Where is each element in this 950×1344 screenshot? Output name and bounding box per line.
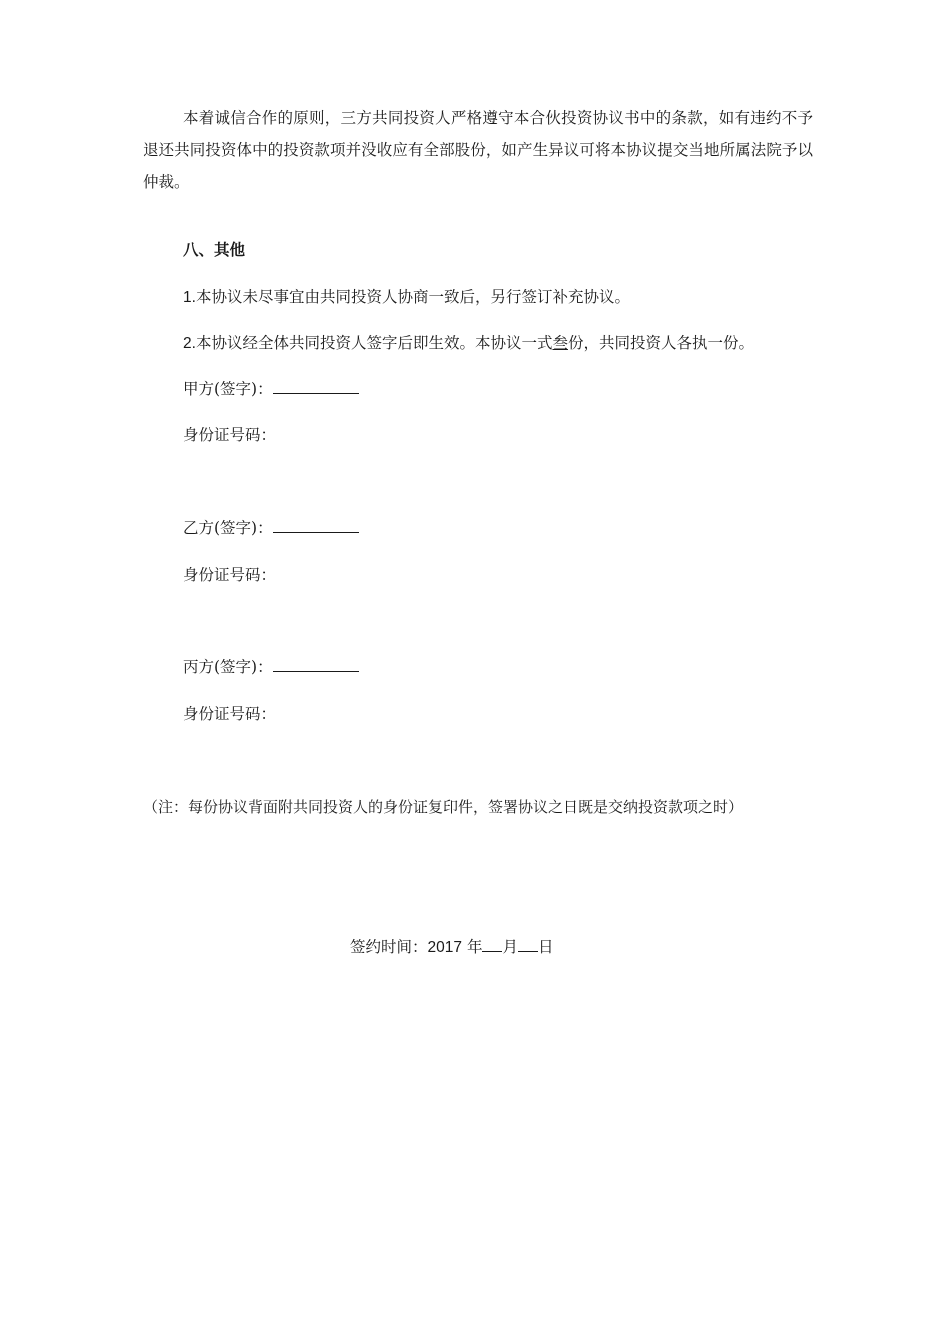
day-blank[interactable] bbox=[518, 935, 538, 952]
clause-1-text: 本协议未尽事宜由共同投资人协商一致后，另行签订补充协议。 bbox=[195, 288, 630, 306]
clause-2-number: 2. bbox=[183, 335, 196, 352]
party-a-label: 甲方(签字)： bbox=[183, 380, 273, 398]
party-b-signature-blank[interactable] bbox=[273, 516, 359, 533]
party-c-label: 丙方(签字)： bbox=[183, 658, 273, 676]
year-suffix: 年 bbox=[466, 938, 483, 956]
party-a-id-label: 身份证号码： bbox=[183, 426, 277, 444]
party-b-label: 乙方(签字)： bbox=[183, 519, 273, 537]
party-a-signature-line bbox=[183, 377, 359, 401]
copies-count: 叁 bbox=[552, 334, 568, 352]
party-c-signature-blank[interactable] bbox=[273, 655, 359, 672]
note-text: （注：每份协议背面附共同投资人的身份证复印件，签署协议之日既是交纳投资款项之时） bbox=[143, 798, 744, 816]
party-c-signature-line bbox=[183, 655, 359, 679]
party-a-signature-blank[interactable] bbox=[273, 377, 359, 394]
month-suffix: 月 bbox=[502, 938, 518, 956]
signing-date-label: 签约时间： bbox=[350, 938, 428, 956]
party-b-id-label: 身份证号码： bbox=[183, 566, 277, 584]
party-c-id-label: 身份证号码： bbox=[183, 705, 277, 723]
day-suffix: 日 bbox=[537, 938, 554, 956]
clause-1 bbox=[183, 285, 630, 310]
clause-2 bbox=[183, 331, 754, 356]
principle-paragraph: 本着诚信合作的原则，三方共同投资人严格遵守本合伙投资协议书中的条款，如有违约不予退还共同投资体中的投资款项并没收应有全部股份，如产生异议可将本协议提交当地所属法院予以仲裁。 bbox=[143, 109, 813, 191]
party-b-signature-line bbox=[183, 516, 359, 540]
month-blank[interactable] bbox=[482, 935, 502, 952]
signing-year: 2017 bbox=[427, 939, 462, 956]
clause-2-text-a: 本协议经全体共同投资人签字后即生效。本协议一式 bbox=[195, 334, 553, 352]
signing-date bbox=[350, 935, 553, 960]
clause-2-text-b: 份，共同投资人各执一份。 bbox=[567, 334, 754, 352]
section-heading: 八、其他 bbox=[183, 241, 246, 259]
clause-1-number: 1. bbox=[183, 289, 196, 306]
